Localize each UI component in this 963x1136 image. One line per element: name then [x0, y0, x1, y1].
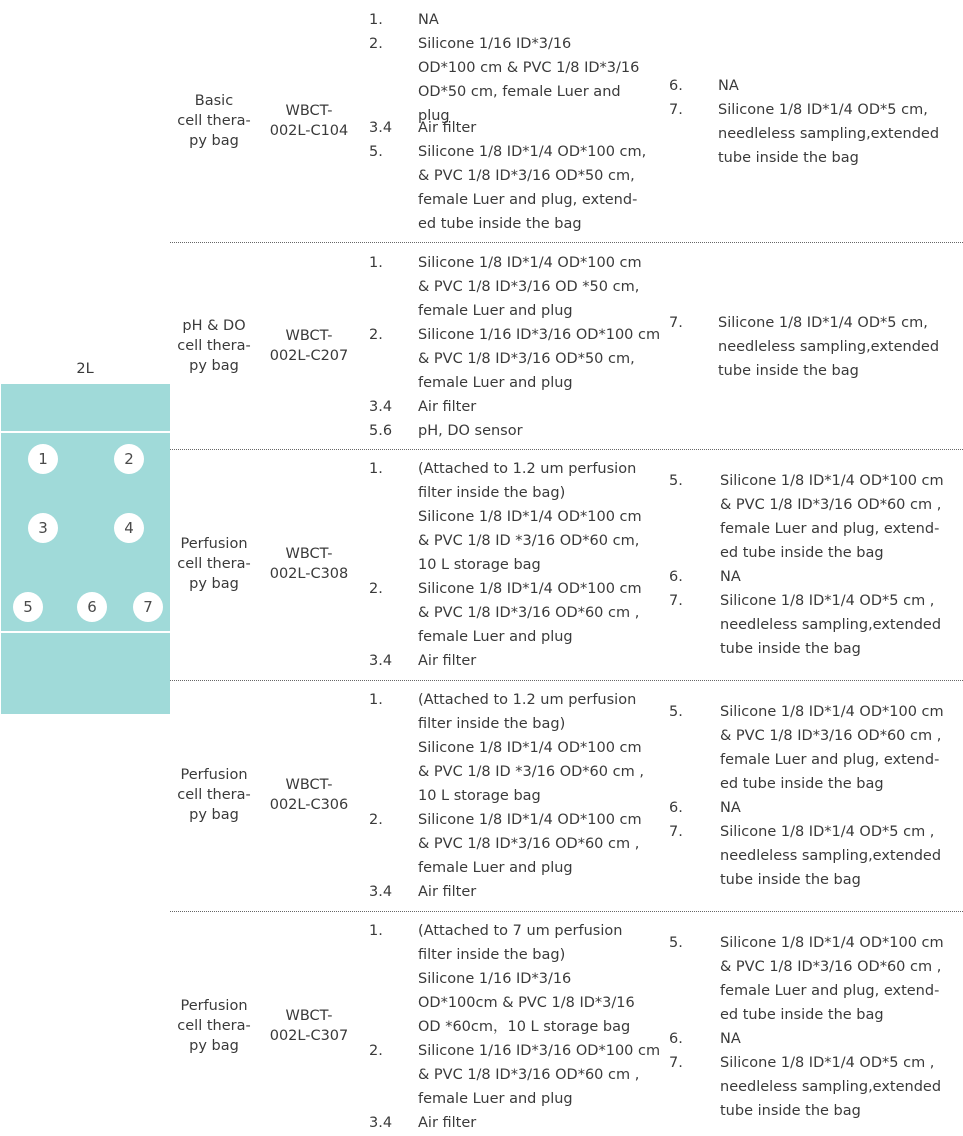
product-name-line: cell thera-: [177, 787, 251, 803]
connector-spec-line: (Attached to 1.2 um perfusion: [418, 461, 637, 477]
port-5-icon: 5: [13, 592, 43, 622]
connector-spec-line: female Luer and plug, extend-: [720, 752, 940, 768]
product-name-line: Perfusion: [180, 536, 248, 552]
connector-spec-line: female Luer and plug: [418, 303, 573, 319]
connector-number: 1.: [369, 255, 383, 271]
connector-spec-line: Silicone 1/8 ID*1/4 OD*100 cm: [720, 704, 944, 720]
connector-spec-line: Silicone 1/8 ID*1/4 OD*100 cm: [720, 935, 944, 951]
port-2-icon: 2: [114, 444, 144, 474]
product-code-line: WBCT-: [285, 777, 333, 793]
product-name: [170, 91, 258, 151]
connector-number: 3.4: [369, 653, 393, 669]
connector-spec-line: pH, DO sensor: [418, 423, 523, 439]
connector-spec-line: & PVC 1/8 ID*3/16 OD *50 cm,: [418, 279, 640, 295]
connector-spec-line: tube inside the bag: [720, 641, 861, 657]
connector-spec-line: needleless sampling,extended: [720, 617, 942, 633]
connector-number: 7.: [669, 593, 683, 609]
product-name-line: Perfusion: [180, 998, 248, 1014]
product-code: [262, 101, 356, 141]
connector-number: 6.: [669, 1031, 683, 1047]
connector-spec-line: & PVC 1/8 ID*3/16 OD*50 cm,: [418, 351, 635, 367]
connector-spec-line: Silicone 1/16 ID*3/16: [418, 36, 572, 52]
connector-number: 1.: [369, 923, 383, 939]
connector-spec-line: & PVC 1/8 ID*3/16 OD*60 cm ,: [418, 1067, 640, 1083]
product-name-line: Perfusion: [180, 767, 248, 783]
connector-spec-line: female Luer and plug: [418, 375, 573, 391]
port-3-icon: 3: [28, 513, 58, 543]
connector-number: 2.: [369, 36, 383, 52]
product-name-line: cell thera-: [177, 338, 251, 354]
connector-spec-line: Air filter: [418, 1115, 477, 1131]
connector-spec-line: NA: [718, 78, 739, 94]
product-code-line: 002L-C306: [269, 797, 349, 813]
connector-spec-line: Air filter: [418, 399, 477, 415]
connector-spec-line: Silicone 1/8 ID*1/4 OD*5 cm,: [718, 102, 928, 118]
product-code-line: WBCT-: [285, 1008, 333, 1024]
connector-spec-line: Silicone 1/8 ID*1/4 OD*5 cm ,: [720, 824, 935, 840]
product-name: [170, 534, 258, 594]
connector-number: 2.: [369, 327, 383, 343]
connector-number: 7.: [669, 102, 683, 118]
connector-spec-line: & PVC 1/8 ID *3/16 OD*60 cm ,: [418, 764, 644, 780]
product-code-line: WBCT-: [285, 328, 333, 344]
connector-number: 5.: [669, 473, 683, 489]
connector-spec-line: & PVC 1/8 ID*3/16 OD*60 cm ,: [720, 728, 942, 744]
connector-spec-line: ed tube inside the bag: [720, 545, 884, 561]
connector-number: 1.: [369, 692, 383, 708]
product-code-line: WBCT-: [285, 546, 333, 562]
connector-number: 2.: [369, 1043, 383, 1059]
connector-spec-line: female Luer and plug, extend-: [720, 521, 940, 537]
product-name-line: py bag: [189, 133, 239, 149]
connector-number: 5.: [369, 144, 383, 160]
connector-spec-line: filter inside the bag): [418, 485, 566, 501]
connector-number: 7.: [669, 1055, 683, 1071]
connector-spec-line: OD*100 cm & PVC 1/8 ID*3/16: [418, 60, 640, 76]
product-name-line: cell thera-: [177, 556, 251, 572]
connector-number: 6.: [669, 800, 683, 816]
connector-spec-line: NA: [418, 12, 439, 28]
connector-number: 7.: [669, 824, 683, 840]
connector-spec-line: & PVC 1/8 ID*3/16 OD*60 cm ,: [720, 959, 942, 975]
product-code-line: 002L-C307: [269, 1028, 349, 1044]
connector-spec-line: NA: [720, 569, 741, 585]
connector-spec-line: tube inside the bag: [720, 1103, 861, 1119]
connector-spec-line: tube inside the bag: [720, 872, 861, 888]
product-code-line: 002L-C308: [269, 566, 349, 582]
connector-spec-line: female Luer and plug: [418, 629, 573, 645]
connector-spec-line: Silicone 1/8 ID*1/4 OD*5 cm ,: [720, 593, 935, 609]
row-separator: [170, 680, 963, 681]
product-name: [170, 316, 258, 376]
connector-spec-line: Air filter: [418, 653, 477, 669]
connector-number: 3.4: [369, 884, 393, 900]
connector-spec-line: female Luer and plug: [418, 860, 573, 876]
connector-spec-line: NA: [720, 800, 741, 816]
product-code: [262, 544, 356, 584]
connector-spec-line: Silicone 1/8 ID*1/4 OD*100 cm: [418, 740, 642, 756]
product-name-line: cell thera-: [177, 113, 251, 129]
product-name-line: Basic: [194, 93, 234, 109]
connector-spec-line: tube inside the bag: [718, 363, 859, 379]
connector-number: 2.: [369, 581, 383, 597]
connector-spec-line: ed tube inside the bag: [418, 216, 582, 232]
connector-spec-line: needleless sampling,extended: [718, 339, 940, 355]
connector-spec-line: Silicone 1/8 ID*1/4 OD*100 cm: [418, 581, 642, 597]
connector-spec-line: filter inside the bag): [418, 947, 566, 963]
connector-spec-line: needleless sampling,extended: [718, 126, 940, 142]
connector-number: 3.4: [369, 399, 393, 415]
port-6-icon: 6: [77, 592, 107, 622]
connector-spec-line: female Luer and plug, extend-: [418, 192, 638, 208]
connector-spec-line: Air filter: [418, 884, 477, 900]
connector-spec-line: & PVC 1/8 ID*3/16 OD*60 cm ,: [418, 836, 640, 852]
bag-top-seam: [1, 431, 170, 433]
connector-spec-line: Silicone 1/8 ID*1/4 OD*5 cm,: [718, 315, 928, 331]
row-separator: [170, 449, 963, 450]
product-name-line: py bag: [189, 807, 239, 823]
product-code: [262, 775, 356, 815]
connector-spec-line: 10 L storage bag: [418, 557, 541, 573]
product-name: [170, 996, 258, 1056]
port-1-icon: 1: [28, 444, 58, 474]
connector-spec-line: Silicone 1/16 ID*3/16 OD*100 cm: [418, 1043, 661, 1059]
connector-spec-line: needleless sampling,extended: [720, 1079, 942, 1095]
product-name-line: py bag: [189, 1038, 239, 1054]
product-name-line: py bag: [189, 358, 239, 374]
connector-spec-line: OD *60cm，10 L storage bag: [418, 1019, 631, 1035]
connector-spec-line: Silicone 1/8 ID*1/4 OD*100 cm: [720, 473, 944, 489]
bag-bottom-seam: [1, 631, 170, 633]
row-separator: [170, 242, 963, 243]
product-name-line: cell thera-: [177, 1018, 251, 1034]
connector-number: 1.: [369, 12, 383, 28]
connector-spec-line: Air filter: [418, 120, 477, 136]
connector-spec-line: 10 L storage bag: [418, 788, 541, 804]
connector-spec-line: OD*100cm & PVC 1/8 ID*3/16: [418, 995, 635, 1011]
connector-number: 3.4: [369, 120, 393, 136]
product-code-line: WBCT-: [285, 103, 333, 119]
connector-spec-line: needleless sampling,extended: [720, 848, 942, 864]
product-name: [170, 765, 258, 825]
connector-spec-line: OD*50 cm, female Luer and: [418, 84, 621, 100]
connector-spec-line: & PVC 1/8 ID *3/16 OD*60 cm,: [418, 533, 640, 549]
connector-spec-line: ed tube inside the bag: [720, 1007, 884, 1023]
connector-spec-line: Silicone 1/8 ID*1/4 OD*5 cm ,: [720, 1055, 935, 1071]
connector-spec-line: female Luer and plug: [418, 1091, 573, 1107]
connector-number: 6.: [669, 569, 683, 585]
connector-spec-line: Silicone 1/16 ID*3/16 OD*100 cm: [418, 327, 661, 343]
product-code: [262, 326, 356, 366]
connector-spec-line: & PVC 1/8 ID*3/16 OD*60 cm ,: [418, 605, 640, 621]
connector-spec-line: Silicone 1/8 ID*1/4 OD*100 cm: [418, 255, 642, 271]
connector-spec-line: Silicone 1/8 ID*1/4 OD*100 cm: [418, 509, 642, 525]
port-4-icon: 4: [114, 513, 144, 543]
connector-spec-line: (Attached to 7 um perfusion: [418, 923, 623, 939]
connector-spec-line: NA: [720, 1031, 741, 1047]
port-7-icon: 7: [133, 592, 163, 622]
connector-spec-line: ed tube inside the bag: [720, 776, 884, 792]
bag-diagram: [1, 384, 170, 714]
connector-spec-line: filter inside the bag): [418, 716, 566, 732]
connector-spec-line: Silicone 1/8 ID*1/4 OD*100 cm: [418, 812, 642, 828]
product-name-line: pH & DO: [182, 318, 246, 334]
connector-spec-line: Silicone 1/16 ID*3/16: [418, 971, 572, 987]
product-code-line: 002L-C207: [269, 348, 349, 364]
connector-number: 3.4: [369, 1115, 393, 1131]
connector-number: 1.: [369, 461, 383, 477]
bag-size-label: 2L: [76, 361, 94, 377]
connector-spec-line: & PVC 1/8 ID*3/16 OD*60 cm ,: [720, 497, 942, 513]
connector-spec-line: female Luer and plug, extend-: [720, 983, 940, 999]
product-code: [262, 1006, 356, 1046]
product-name-line: py bag: [189, 576, 239, 592]
connector-number: 7.: [669, 315, 683, 331]
connector-number: 5.: [669, 704, 683, 720]
connector-spec-line: plug: [418, 108, 450, 124]
connector-number: 2.: [369, 812, 383, 828]
connector-number: 6.: [669, 78, 683, 94]
connector-spec-line: tube inside the bag: [718, 150, 859, 166]
connector-spec-line: & PVC 1/8 ID*3/16 OD*50 cm,: [418, 168, 635, 184]
row-separator: [170, 911, 963, 912]
connector-spec-line: Silicone 1/8 ID*1/4 OD*100 cm,: [418, 144, 647, 160]
connector-number: 5.: [669, 935, 683, 951]
connector-number: 5.6: [369, 423, 393, 439]
connector-spec-line: (Attached to 1.2 um perfusion: [418, 692, 637, 708]
product-code-line: 002L-C104: [269, 123, 349, 139]
